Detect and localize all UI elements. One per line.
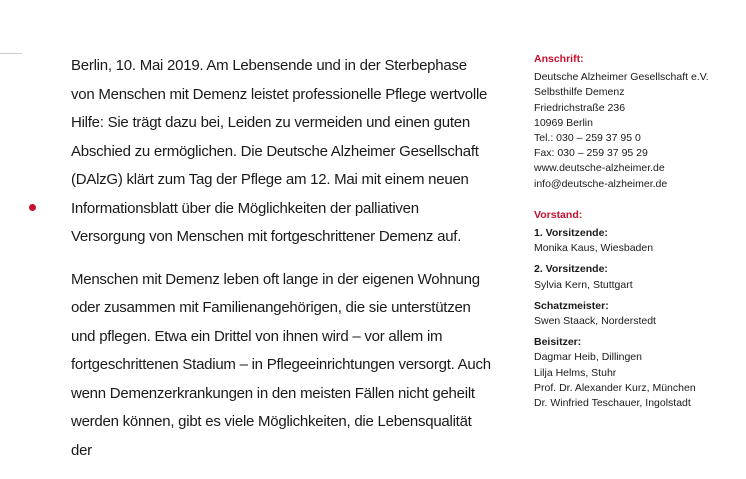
website-line: www.deutsche-alzheimer.de	[534, 162, 665, 175]
role-member: Monika Kaus, Wiesbaden	[534, 242, 654, 255]
role-member: Dr. Winfried Teschauer, Ingolstadt	[534, 397, 691, 410]
role-member: Sylvia Kern, Stuttgart	[534, 278, 633, 291]
role-member: Swen Staack, Norderstedt	[534, 315, 656, 328]
board-role	[534, 299, 739, 329]
address-line: Selbsthilfe Demenz	[534, 86, 625, 99]
fax-line: Fax: 030 – 259 37 95 29	[534, 147, 648, 160]
role-member: Prof. Dr. Alexander Kurz, München	[534, 381, 696, 394]
fold-mark	[0, 53, 22, 54]
board-role	[534, 226, 739, 256]
email-line: info@deutsche-alzheimer.de	[534, 177, 668, 190]
address-heading: Anschrift:	[534, 53, 584, 65]
role-title: 2. Vorsitzende:	[534, 263, 608, 276]
board-heading: Vorstand:	[534, 208, 583, 221]
address-line: Deutsche Alzheimer Gesellschaft e.V.	[534, 71, 709, 84]
press-release-body	[71, 52, 491, 479]
punch-mark-dot	[29, 204, 36, 211]
board-section	[534, 208, 739, 411]
role-title: 1. Vorsitzende:	[534, 227, 608, 240]
body-paragraph: Menschen mit Demenz leben oft lange in der eigenen Wohnung oder zusammen mit Familienangehörigen, die sie unterstützen und pflegen. Etwa ein Drittel von ihnen wird – vor allem im fortgeschrittenen Stadium – in Pflegeeinrichtungen versorgt. Auch wenn Demenzerkrankungen in den meisten Fällen nicht geheilt werden können, gibt es viele Möglichkeiten, die Lebensqualität der	[71, 270, 491, 459]
address-line: 10969 Berlin	[534, 116, 593, 129]
role-member: Lilja Helms, Stuhr	[534, 366, 617, 379]
address-section	[534, 52, 739, 192]
role-title: Beisitzer:	[534, 336, 582, 349]
body-paragraph: Berlin, 10. Mai 2019. Am Lebensende und in der Sterbephase von Menschen mit Demenz leistet professionelle Pflege wertvolle Hilfe: Sie trägt dazu bei, Leiden zu vermeiden und einen guten Abschied zu ermöglichen. Die Deutsche Alzheimer Gesellschaft (DAlzG) klärt zum Tag der Pflege am 12. Mai mit einem neuen Informationsblatt über die Möglichkeiten der palliativen Versorgung von Menschen mit fortgeschrittener Demenz auf.	[71, 57, 488, 245]
board-role	[534, 262, 739, 292]
address-line: Friedrichstraße 236	[534, 101, 626, 114]
phone-line: Tel.: 030 – 259 37 95 0	[534, 132, 641, 145]
role-member: Dagmar Heib, Dillingen	[534, 351, 642, 364]
board-role	[534, 335, 739, 411]
letterhead-sidebar	[534, 52, 739, 427]
role-title: Schatzmeister:	[534, 299, 609, 312]
